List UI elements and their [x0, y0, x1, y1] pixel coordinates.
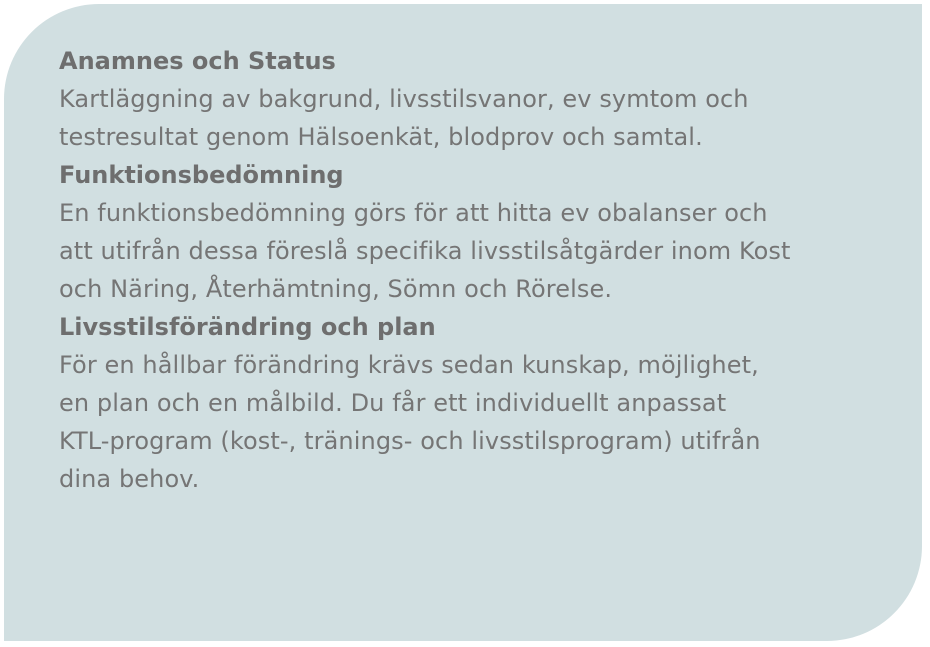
section-livsstilsforandring [59, 308, 882, 498]
text-line: och Näring, Återhämtning, Sömn och Rörelse. [59, 275, 613, 303]
section-funktionsbedomning [59, 156, 882, 308]
info-card [4, 4, 922, 641]
section-anamnes [59, 42, 882, 156]
text-line: KTL-program (kost-, tränings- och livsstilsprogram) utifrån [59, 427, 761, 455]
text-line: För en hållbar förändring krävs sedan kunskap, möjlighet, [59, 351, 759, 379]
text-line: att utifrån dessa föreslå specifika livsstilsåtgärder inom Kost [59, 237, 791, 265]
text-line: testresultat genom Hälsoenkät, blodprov och samtal. [59, 123, 703, 151]
section-title: Livsstilsförändring och plan [59, 313, 436, 341]
section-text [59, 80, 882, 156]
text-line: Kartläggning av bakgrund, livsstilsvanor, ev symtom och [59, 85, 749, 113]
text-line: dina behov. [59, 465, 200, 493]
section-title: Anamnes och Status [59, 47, 336, 75]
text-line: En funktionsbedömning görs för att hitta ev obalanser och [59, 199, 768, 227]
section-text [59, 346, 882, 498]
text-line: en plan och en målbild. Du får ett individuellt anpassat [59, 389, 727, 417]
section-text [59, 194, 882, 308]
section-title: Funktionsbedömning [59, 161, 344, 189]
